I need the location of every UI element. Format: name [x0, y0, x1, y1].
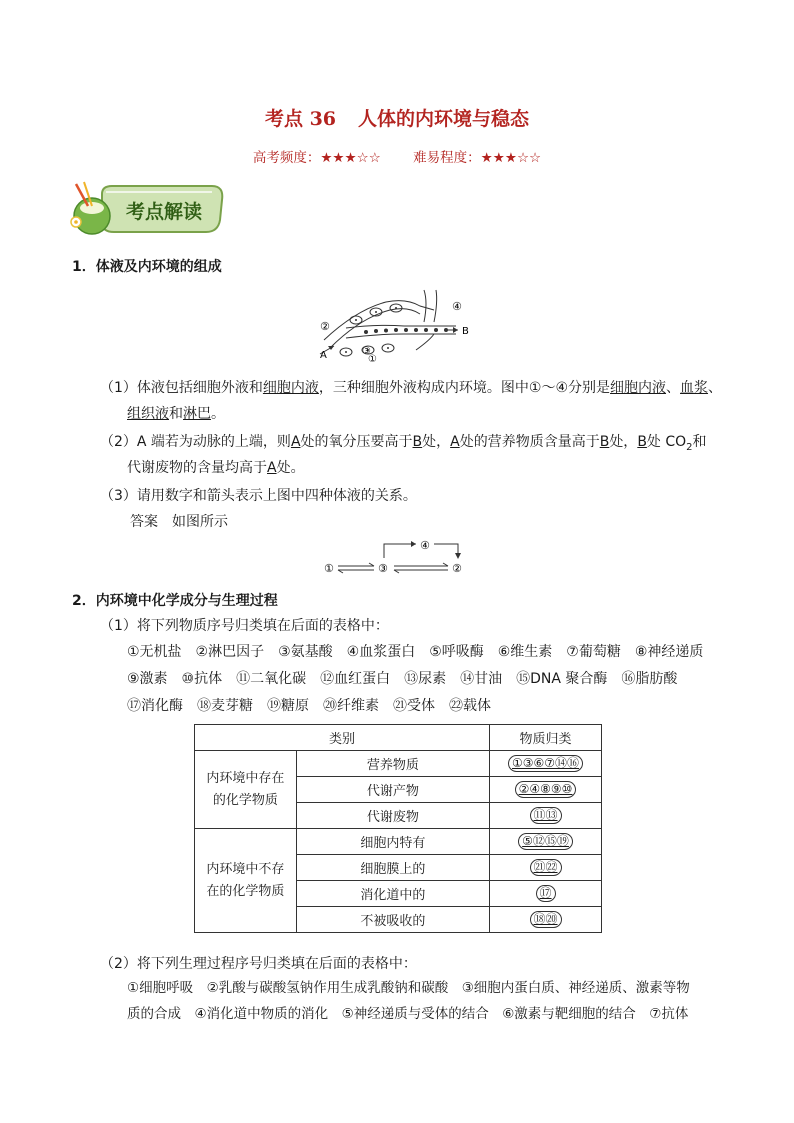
text: ，三种细胞外液构成内环境。图中①～④分别是 — [318, 380, 611, 396]
relation-label-1: ① — [324, 562, 334, 575]
answer-blank: 血浆 — [680, 380, 709, 396]
row-category: 细胞内特有 — [296, 829, 489, 855]
text: （1）体液包括细胞外液和 — [100, 380, 263, 396]
row-category: 营养物质 — [296, 751, 489, 777]
title-prefix: 考点 36 — [264, 108, 337, 130]
answer-blank: B — [637, 434, 647, 450]
row-category: 代谢废物 — [296, 803, 489, 829]
answer-value: ⑱⑳ — [530, 911, 562, 928]
text: 代谢废物的含量均高于 — [127, 460, 267, 476]
s1-answer: 答案 如图所示 — [130, 514, 228, 530]
s1-q3: （3）请用数字和箭头表示上图中四种体液的关系。 — [100, 488, 417, 504]
diagram-label-a: A — [320, 350, 327, 361]
answer-blank: 淋巴 — [183, 406, 211, 422]
diagram-label-b: B — [462, 326, 469, 337]
relation-label-4: ④ — [420, 539, 430, 552]
answer-blank: A — [267, 460, 277, 476]
row-category: 代谢产物 — [296, 777, 489, 803]
title-main: 人体的内环境与稳态 — [358, 108, 530, 130]
group-not-in-env: 内环境中不存在的化学物质 — [195, 829, 297, 933]
text: 处的氧分压要高于 — [300, 434, 413, 450]
answer-blank: A — [290, 434, 301, 450]
freq-label: 高考频度： — [252, 150, 321, 166]
diagram-label-3: ③ — [362, 346, 371, 357]
answer-blank: 细胞内液 — [610, 380, 667, 396]
s2-proc-line2: 质的合成 ④消化道中物质的消化 ⑤神经递质与受体的结合 ⑥激素与靶细胞的结合 ⑦抗体 — [127, 1006, 689, 1022]
section1-heading: 1．体液及内环境的组成 — [72, 259, 222, 275]
answer-value: ②④⑧⑨⑩ — [515, 781, 577, 798]
text: 处 CO — [646, 434, 687, 450]
freq-stars: ★★★☆☆ — [320, 150, 381, 166]
row-category: 不被吸收的 — [296, 907, 489, 933]
text: 处。 — [276, 460, 305, 476]
rating-line — [0, 146, 794, 166]
row-value — [490, 751, 602, 777]
table-header-substance: 物质归类 — [490, 725, 602, 751]
diagram-label-4: ④ — [452, 300, 462, 313]
row-value — [490, 855, 602, 881]
row-category: 消化道中的 — [296, 881, 489, 907]
s1-q2-line2 — [127, 458, 305, 478]
relation-label-3: ③ — [378, 562, 388, 575]
diff-label: 难易程度： — [413, 150, 481, 166]
text: 。 — [211, 406, 225, 422]
answer-blank: 组织液 — [127, 406, 169, 422]
table-row — [195, 751, 602, 777]
answer-value: ⑤⑫⑮⑲ — [518, 833, 573, 850]
row-value — [490, 907, 602, 933]
body-fluid-diagram — [316, 288, 486, 370]
relation-label-2: ② — [452, 562, 462, 575]
s1-q2-line1 — [100, 432, 707, 458]
s1-q1-line1 — [100, 378, 722, 398]
table-header-row — [195, 725, 602, 751]
section2-heading: 2．内环境中化学成分与生理过程 — [72, 593, 278, 609]
answer-value: ⑰ — [536, 885, 556, 902]
answer-blank: B — [599, 434, 610, 450]
text: 处， — [422, 434, 451, 450]
table-header-category: 类别 — [195, 725, 490, 751]
text: 和 — [692, 434, 707, 450]
diff-stars: ★★★☆☆ — [480, 150, 542, 166]
row-value — [490, 881, 602, 907]
subscript: 2 — [686, 441, 693, 453]
s2-q2: （2）将下列生理过程序号归类填在后面的表格中： — [100, 956, 417, 972]
row-value — [490, 777, 602, 803]
s2-proc-line1: ①细胞呼吸 ②乳酸与碳酸氢钠作用生成乳酸钠和碳酸 ③细胞内蛋白质、神经递质、激素等物 — [127, 980, 690, 996]
answer-blank: A — [450, 434, 460, 450]
answer-value: ⑪⑬ — [530, 807, 562, 824]
text: （2）A 端若为动脉的上端，则 — [100, 434, 291, 450]
answer-blank: 细胞内液 — [262, 380, 319, 396]
s1-q1-line2 — [127, 404, 225, 424]
text: 和 — [169, 406, 183, 422]
row-value — [490, 829, 602, 855]
row-value — [490, 803, 602, 829]
row-category: 细胞膜上的 — [296, 855, 489, 881]
text: 处的营养物质含量高于 — [459, 434, 600, 450]
answer-value: ㉑㉒ — [530, 859, 562, 876]
group-in-env: 内环境中存在的化学物质 — [195, 751, 297, 829]
section-badge — [62, 178, 228, 238]
page-title — [0, 104, 794, 131]
badge-text: 考点解读 — [125, 201, 203, 223]
text: 、 — [666, 380, 681, 396]
answer-blank: B — [412, 434, 423, 450]
table-row — [195, 829, 602, 855]
diagram-label-1: ① — [368, 354, 377, 365]
answer-value: ①③⑥⑦⑭⑯ — [508, 755, 583, 772]
s2-items-line2: ⑨激素 ⑩抗体 ⑪二氧化碳 ⑫血红蛋白 ⑬尿素 ⑭甘油 ⑮DNA 聚合酶 ⑯脂肪酸 — [127, 671, 678, 687]
diagram-label-2: ② — [320, 320, 330, 333]
classification-table — [194, 724, 602, 933]
s2-q1: （1）将下列物质序号归类填在后面的表格中： — [100, 618, 389, 634]
relation-diagram — [322, 538, 472, 578]
text: 、 — [708, 380, 723, 396]
s2-items-line3: ⑰消化酶 ⑱麦芽糖 ⑲糖原 ⑳纤维素 ㉑受体 ㉒载体 — [127, 698, 491, 714]
text: 处， — [609, 434, 638, 450]
s2-items-line1: ①无机盐 ②淋巴因子 ③氨基酸 ④血浆蛋白 ⑤呼吸酶 ⑥维生素 ⑦葡萄糖 ⑧神经递质 — [127, 644, 704, 660]
